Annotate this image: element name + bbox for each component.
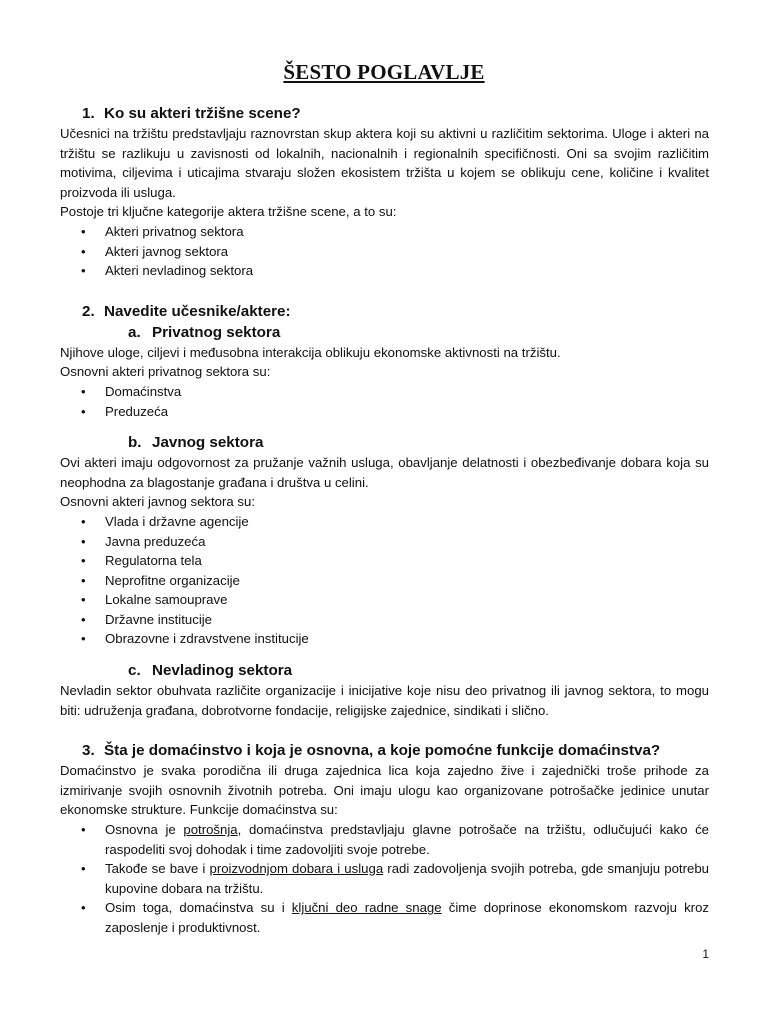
bullet-icon: • bbox=[81, 631, 86, 647]
list-item-text-pre: Osim toga, domaćinstva su i bbox=[105, 900, 292, 916]
section-number: 3. bbox=[82, 742, 95, 760]
list-item-text: Vlada i državne agencije bbox=[105, 513, 249, 529]
list-item bbox=[60, 512, 709, 532]
list-item bbox=[60, 551, 709, 571]
underlined-term: proizvodnjom dobara i usluga bbox=[209, 861, 384, 877]
section-title: Ko su akteri tržišne scene? bbox=[104, 105, 301, 122]
bullet-icon: • bbox=[81, 403, 86, 419]
subsection-b-heading bbox=[60, 432, 709, 453]
page-number: 1 bbox=[702, 947, 709, 961]
underlined-term: ključni deo radne snage bbox=[291, 900, 442, 916]
paragraph: Nevladin sektor obuhvata različite organizacije i inicijative koje nisu deo privatnog ili javnog sektora, to mogu biti: udruženja građana, dobrotvorne fondacije, religijske zajednice, sindikati i slično. bbox=[60, 683, 709, 718]
paragraph: Domaćinstvo je svaka porodična ili druga zajednica lica koja zajedno žive i zajednički troše prihode za izmirivanje svojih osnovnih životnih potreba. Oni imaju ulogu kao organizovane potrošačke jedinice unutar ekonomske strukture. Funkcije domaćinstva su: bbox=[60, 763, 709, 818]
bullet-icon: • bbox=[81, 592, 86, 608]
bullet-icon: • bbox=[81, 533, 86, 549]
subsection-title: Privatnog sektora bbox=[152, 323, 281, 341]
section-3-heading bbox=[60, 740, 709, 761]
bullet-icon: • bbox=[81, 383, 86, 399]
paragraph: Osnovni akteri privatnog sektora su: bbox=[60, 364, 271, 380]
section-number: 2. bbox=[82, 302, 95, 320]
list-item bbox=[60, 242, 709, 262]
subsection-letter: b. bbox=[128, 434, 142, 452]
paragraph: Osnovni akteri javnog sektora su: bbox=[60, 494, 255, 510]
document-body bbox=[60, 103, 709, 938]
list-item bbox=[60, 820, 709, 859]
bullet-icon: • bbox=[81, 243, 86, 259]
subsection-title: Javnog sektora bbox=[152, 434, 264, 452]
bullet-icon: • bbox=[81, 513, 86, 529]
list-item-text: Lokalne samouprave bbox=[105, 592, 228, 608]
subsection-c-heading bbox=[60, 660, 709, 681]
list-item-text-pre: Takođe se bave i bbox=[105, 861, 210, 877]
paragraph: Učesnici na tržištu predstavljaju raznovrstan skup aktera koji su aktivni u različitim sektorima. Uloge i akteri na tržištu se razlikuju u zavisnosti od lokalnih, nacionalnih i regionalnih specifičnosti. Oni sa svojim različitim motivima, ciljevima i uticajima stvaraju složen ekosistem tržišta u kojem se oblikuju cene, količine i kvalitet proizvoda ili usluga. bbox=[60, 126, 709, 200]
list-item-text-post: čime doprinose ekonomskom razvoju kroz zaposlenje i produktivnost. bbox=[105, 900, 710, 935]
list-item bbox=[60, 610, 709, 630]
bullet-list bbox=[60, 382, 709, 421]
subsection-title: Nevladinog sektora bbox=[152, 662, 293, 680]
list-item-text: Državne institucije bbox=[105, 611, 213, 627]
list-item bbox=[60, 590, 709, 610]
section-1-heading bbox=[60, 103, 709, 124]
list-item bbox=[60, 402, 709, 422]
list-item bbox=[60, 222, 709, 242]
list-item-text: Obrazovne i zdravstvene institucije bbox=[105, 631, 309, 647]
bullet-list bbox=[60, 222, 709, 281]
bullet-list bbox=[60, 820, 709, 938]
bullet-icon: • bbox=[81, 553, 86, 569]
bullet-icon: • bbox=[81, 223, 86, 239]
list-item-text-post: , domaćinstva predstavljaju glavne potrošače na tržištu, odlučujući kako će raspodeliti svoj dohodak i time zadovoljiti svoje potrebe. bbox=[105, 822, 710, 857]
list-item-text-post: radi zadovoljenja svojih potreba, gde smanjuju potrebu kupovine dobara na tržištu. bbox=[105, 861, 709, 896]
list-item-text-pre: Osnovna je bbox=[105, 822, 184, 838]
list-item bbox=[60, 571, 709, 591]
underlined-term: potrošnja bbox=[183, 822, 238, 838]
bullet-icon: • bbox=[81, 861, 86, 877]
list-item bbox=[60, 532, 709, 552]
list-item-text: Akteri nevladinog sektora bbox=[105, 263, 254, 279]
paragraph: Postoje tri ključne kategorije aktera tržišne scene, a to su: bbox=[60, 204, 397, 220]
list-item-text: Domaćinstva bbox=[105, 383, 182, 399]
bullet-icon: • bbox=[81, 572, 86, 588]
bullet-icon: • bbox=[81, 611, 86, 627]
list-item bbox=[60, 859, 709, 898]
subsection-a-heading bbox=[60, 322, 709, 343]
bullet-icon: • bbox=[81, 900, 86, 916]
section-2-heading bbox=[60, 301, 709, 322]
list-item-text: Akteri privatnog sektora bbox=[105, 223, 244, 239]
section-title: Navedite učesnike/aktere: bbox=[104, 302, 291, 320]
list-item bbox=[60, 629, 709, 649]
list-item-text: Neprofitne organizacije bbox=[105, 572, 240, 588]
list-item bbox=[60, 898, 709, 937]
section-title: Šta je domaćinstvo i koja je osnovna, a koje pomoćne funkcije domaćinstva? bbox=[104, 742, 661, 760]
paragraph: Njihove uloge, ciljevi i međusobna interakcija oblikuju ekonomske aktivnosti na tržištu. bbox=[60, 344, 561, 360]
section-number: 1. bbox=[82, 105, 95, 122]
subsection-letter: c. bbox=[128, 662, 141, 680]
list-item-text: Preduzeća bbox=[105, 403, 169, 419]
bullet-icon: • bbox=[81, 822, 86, 838]
list-item-text: Akteri javnog sektora bbox=[105, 243, 229, 259]
list-item-text: Regulatorna tela bbox=[105, 553, 202, 569]
subsection-letter: a. bbox=[128, 323, 141, 341]
chapter-title: ŠESTO POGLAVLJE bbox=[283, 60, 485, 84]
bullet-list bbox=[60, 512, 709, 649]
list-item bbox=[60, 261, 709, 281]
list-item-text: Javna preduzeća bbox=[105, 533, 206, 549]
list-item bbox=[60, 382, 709, 402]
paragraph: Ovi akteri imaju odgovornost za pružanje važnih usluga, obavljanje delatnosti i obezbeđivanje dobara koja su neophodna za blagostanje građana i društva u celini. bbox=[60, 455, 709, 490]
bullet-icon: • bbox=[81, 263, 86, 279]
